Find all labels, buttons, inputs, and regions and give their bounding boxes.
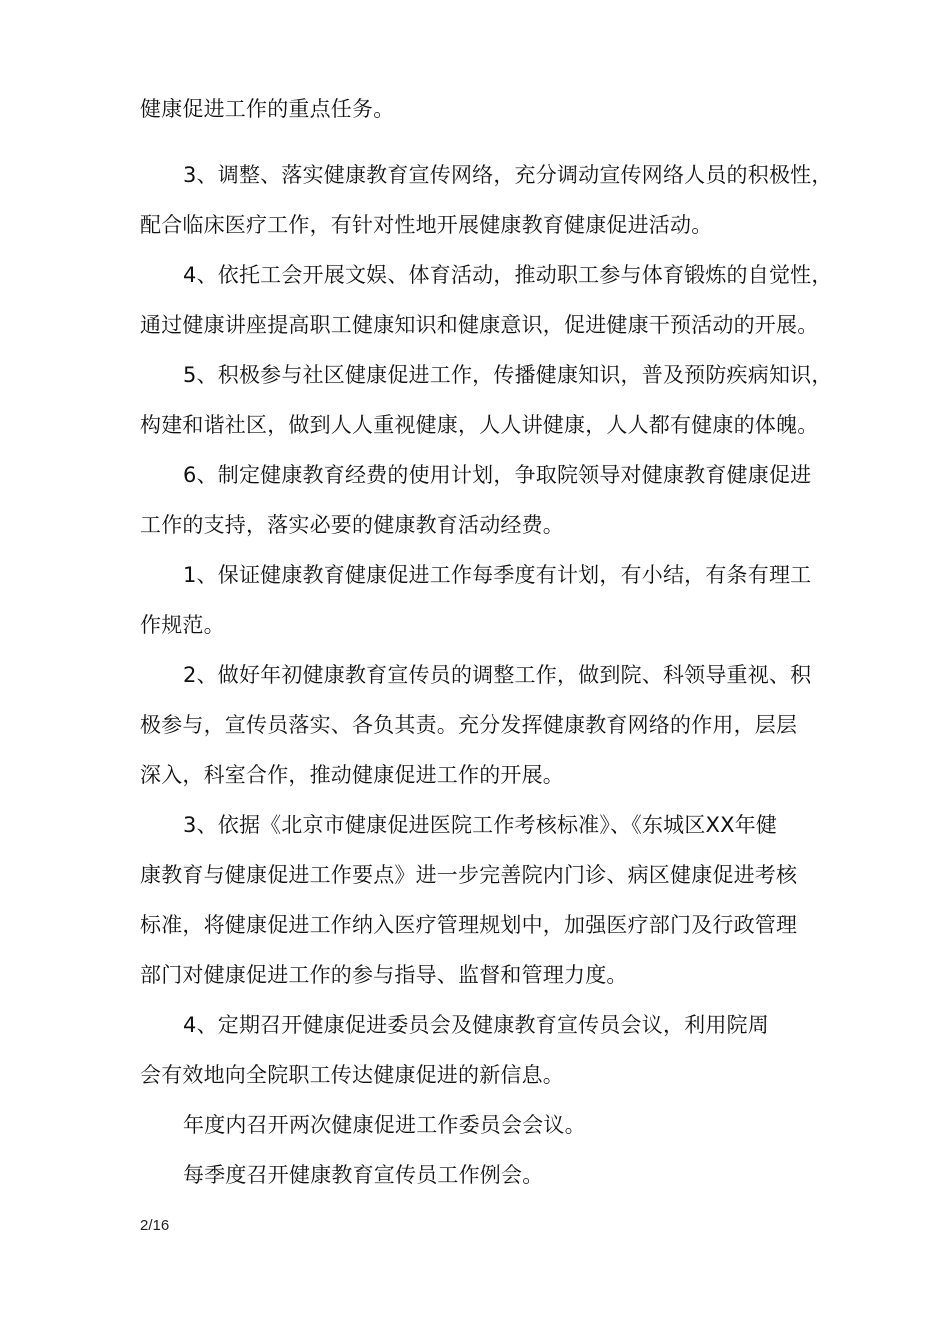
text-line: 4、定期召开健康促进委员会及健康教育宣传员会议，利用院周 bbox=[183, 1013, 769, 1037]
text-line: 4、依托工会开展文娱、体育活动，推动职工参与体育锻炼的自觉性， bbox=[183, 263, 833, 287]
text-line: 康教育与健康促进工作要点》进一步完善院内门诊、病区健康促进考核 bbox=[140, 863, 798, 887]
text-line: 标准，将健康促进工作纳入医疗管理规划中，加强医疗部门及行政管理 bbox=[140, 913, 798, 937]
text-line: 6、制定健康教育经费的使用计划，争取院领导对健康教育健康促进 bbox=[183, 463, 812, 487]
text-line: 极参与，宣传员落实、各负其责。充分发挥健康教育网络的作用，层层 bbox=[140, 713, 798, 737]
text-line: 配合临床医疗工作，有针对性地开展健康教育健康促进活动。 bbox=[140, 213, 713, 237]
text-line: 构建和谐社区，做到人人重视健康，人人讲健康，人人都有健康的体魄。 bbox=[140, 413, 819, 437]
text-line: 2、做好年初健康教育宣传员的调整工作，做到院、科领导重视、积 bbox=[183, 663, 812, 687]
text-line: 深入，科室合作，推动健康促进工作的开展。 bbox=[140, 763, 564, 787]
text-line: 工作的支持，落实必要的健康教育活动经费。 bbox=[140, 513, 564, 537]
text-line: 会有效地向全院职工传达健康促进的新信息。 bbox=[140, 1063, 564, 1087]
text-line: 1、保证健康教育健康促进工作每季度有计划，有小结，有条有理工 bbox=[183, 563, 812, 587]
text-line: 每季度召开健康教育宣传员工作例会。 bbox=[183, 1163, 544, 1187]
text-line: 3、依据《北京市健康促进医院工作考核标准》、《东城区XX年健 bbox=[183, 813, 778, 837]
text-line: 年度内召开两次健康促进工作委员会会议。 bbox=[183, 1113, 586, 1137]
text-line: 作规范。 bbox=[140, 613, 225, 637]
text-line: 通过健康讲座提高职工健康知识和健康意识，促进健康干预活动的开展。 bbox=[140, 313, 819, 337]
text-line: 部门对健康促进工作的参与指导、监督和管理力度。 bbox=[140, 963, 628, 987]
text-line: 健康促进工作的重点任务。 bbox=[140, 97, 395, 121]
page-number: 2/16 bbox=[140, 1217, 170, 1234]
text-line: 3、调整、落实健康教育宣传网络，充分调动宣传网络人员的积极性， bbox=[183, 163, 833, 187]
text-line: 5、积极参与社区健康促进工作，传播健康知识，普及预防疾病知识， bbox=[183, 363, 833, 387]
